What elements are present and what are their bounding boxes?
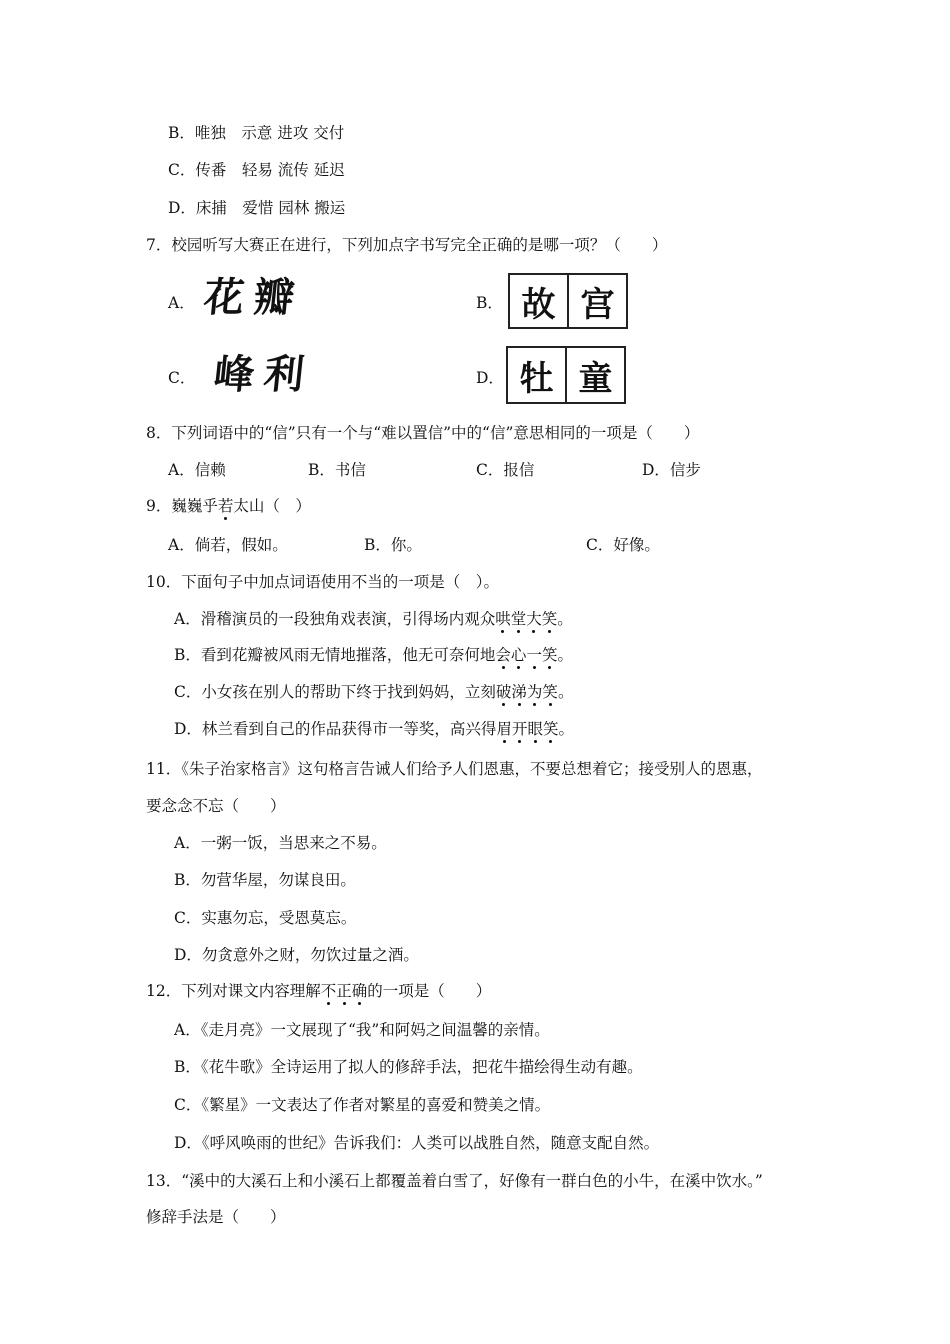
- q7-option-b-char-2: 宫: [567, 275, 626, 327]
- q7-option-d-char-1: 牡: [519, 358, 554, 399]
- q11-option-a: A．一粥一饭，当思来之不易。: [174, 834, 387, 852]
- q11-stem-line-2: 要念念不忘（ ）: [146, 797, 286, 815]
- q10-option-d-post: 。: [558, 720, 575, 738]
- q9-stem-post: 太山（ ）: [233, 497, 311, 515]
- q10-option-d-dotted-char-3: 眼: [527, 720, 543, 738]
- q11-option-c: C．实惠勿忘，受恩莫忘。: [174, 909, 357, 927]
- q9-stem-pre: 9．巍巍乎: [146, 497, 218, 515]
- q6-option-c: C．传番 轻易 流传 延迟: [168, 161, 345, 179]
- q10-option-c-dotted-char-3: 为: [526, 683, 543, 701]
- q8-option-a: A．信赖: [168, 461, 226, 479]
- q12-stem: [146, 981, 491, 1001]
- q10-option-d: [174, 719, 574, 739]
- q7-option-a-handwriting: 花瓣: [201, 275, 307, 321]
- q10-option-a: [174, 609, 573, 629]
- q10-option-b-dotted-char-3: 一: [526, 646, 542, 664]
- q13-stem-line-2: 修辞手法是（ ）: [146, 1208, 286, 1226]
- q9-option-a: A．倘若，假如。: [168, 536, 288, 554]
- q10-option-b-dotted-char-4: 笑: [541, 646, 558, 664]
- q10-option-a-post: 。: [557, 610, 573, 628]
- q6-option-b: B．唯独 示意 进攻 交付: [168, 124, 345, 142]
- q10-option-b: [174, 645, 573, 665]
- q12-stem-dotted-char-2: 正: [336, 982, 352, 1000]
- q12-stem-dotted-char-1: 不: [320, 982, 337, 1000]
- q10-stem: 10．下面句子中加点词语使用不当的一项是（ ）。: [146, 573, 499, 591]
- q11-option-b: B．勿营华屋，勿谋良田。: [174, 871, 356, 889]
- q11-stem-line-1: 11．《朱子治家格言》这句格言告诫人们给予人们恩惠，不要总想着它；接受别人的恩惠，: [146, 760, 763, 778]
- q8-option-b: B．书信: [308, 461, 366, 479]
- q10-option-b-dotted-char-1: 会: [495, 646, 511, 664]
- q12-stem-dotted-char-3: 确: [351, 982, 368, 1000]
- q10-option-d-dotted-char-2: 开: [511, 720, 528, 738]
- q10-option-c-post: 。: [557, 683, 574, 701]
- q12-stem-post: 的一项是（ ）: [367, 982, 492, 1000]
- q10-option-a-dotted-char-3: 大: [526, 610, 542, 628]
- q10-option-c-dotted-char-2: 涕: [511, 683, 527, 701]
- q10-option-a-pre: A．滑稽演员的一段独角戏表演，引得场内观众: [174, 610, 496, 628]
- q10-option-b-post: 。: [557, 646, 573, 664]
- q7-option-c-label: C．: [168, 369, 196, 387]
- q8-option-c: C．报信: [476, 461, 535, 479]
- q7-option-a-label: A．: [168, 294, 195, 312]
- q7-option-d-char-2: 童: [565, 348, 624, 402]
- q13-stem-line-1: 13．“溪中的大溪石上和小溪石上都覆盖着白雪了，好像有一群白色的小牛，在溪中饮水。”: [146, 1172, 763, 1190]
- q7-stem: 7．校园听写大赛正在进行，下列加点字书写完全正确的是哪一项？（ ）: [146, 236, 668, 254]
- q12-option-c: C．《繁星》一文表达了作者对繁星的喜爱和赞美之情。: [174, 1096, 551, 1114]
- q10-option-d-dotted-char-1: 眉: [496, 720, 512, 738]
- q10-option-c: [174, 682, 573, 702]
- q10-option-c-pre: C．小女孩在别人的帮助下终于找到妈妈，立刻: [174, 683, 496, 701]
- q9-option-b: B．你。: [364, 536, 422, 554]
- q12-option-d: D．《呼风唤雨的世纪》告诉我们：人类可以战胜自然，随意支配自然。: [174, 1134, 660, 1152]
- q9-option-c: C．好像。: [586, 536, 660, 554]
- q10-option-b-dotted: [495, 646, 557, 664]
- q10-option-d-dotted-char-4: 笑: [542, 720, 559, 738]
- q7-option-d-grid: [506, 346, 626, 404]
- q10-option-b-pre: B．看到花瓣被风雨无情地摧落，他无可奈何地: [174, 646, 496, 664]
- q11-option-d: D．勿贪意外之财，勿饮过量之酒。: [174, 946, 419, 964]
- q10-option-a-dotted-char-1: 哄: [495, 610, 511, 628]
- q7-option-c-handwriting: 峰利: [211, 352, 317, 398]
- q9-stem: [146, 496, 311, 516]
- q7-option-d-label: D．: [476, 369, 504, 387]
- q7-option-b-grid: [508, 273, 628, 329]
- q6-option-d: D．床捕 爱惜 园林 搬运: [168, 199, 346, 217]
- q10-option-b-dotted-char-2: 心: [510, 646, 527, 664]
- q7-option-b-char-1: 故: [521, 284, 556, 325]
- q10-option-c-dotted-char-4: 笑: [542, 683, 558, 701]
- q9-stem-dotted: 若: [217, 497, 234, 515]
- q8-stem: 8．下列词语中的“信”只有一个与“难以置信”中的“信”意思相同的一项是（ ）: [146, 424, 700, 442]
- q10-option-a-dotted-char-4: 笑: [541, 610, 558, 628]
- q10-option-a-dotted-char-2: 堂: [510, 610, 527, 628]
- q12-option-b: B．《花牛歌》全诗运用了拟人的修辞手法，把花牛描绘得生动有趣。: [174, 1058, 643, 1076]
- q10-option-c-dotted: [496, 683, 558, 701]
- q10-option-d-dotted: [496, 720, 558, 738]
- q10-option-d-pre: D．林兰看到自己的作品获得市一等奖，高兴得: [174, 720, 497, 738]
- q10-option-c-dotted-char-1: 破: [495, 683, 512, 701]
- q8-option-d: D．信步: [642, 461, 701, 479]
- q7-option-b-label: B．: [476, 294, 503, 312]
- q12-stem-pre: 12．下列对课文内容理解: [146, 982, 321, 1000]
- q10-option-a-dotted: [495, 610, 557, 628]
- q12-stem-dotted: [321, 982, 368, 1000]
- q12-option-a: A．《走月亮》一文展现了“我”和阿妈之间温馨的亲情。: [174, 1021, 550, 1039]
